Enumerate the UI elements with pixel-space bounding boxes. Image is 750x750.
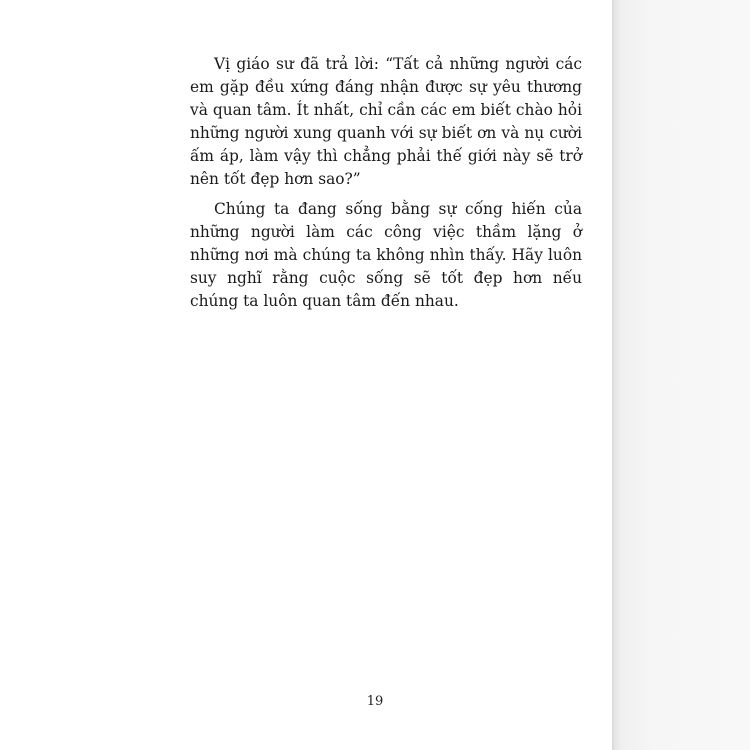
paragraph-1: Vị giáo sư đã trả lời: “Tất cả những người các em gặp đều xứng đáng nhận được sự yêu thương và quan tâm. Ít nhất, chỉ cần các em biết chào hỏi những người xung quanh với sự biết ơn và nụ cười ấm áp, làm vậy thì chẳng phải thế giới này sẽ trở nên tốt đẹp hơn sao?” [190, 55, 582, 188]
body-text [190, 53, 582, 320]
page-number: 19 [366, 694, 384, 709]
page-edge-shadow [612, 0, 750, 750]
paragraph-2: Chúng ta đang sống bằng sự cống hiến của những người làm các công việc thầm lặng ở những nơi mà chúng ta không nhìn thấy. Hãy luôn suy nghĩ rằng cuộc sống sẽ tốt đẹp hơn nếu chúng ta luôn quan tâm đến nhau. [190, 200, 582, 310]
